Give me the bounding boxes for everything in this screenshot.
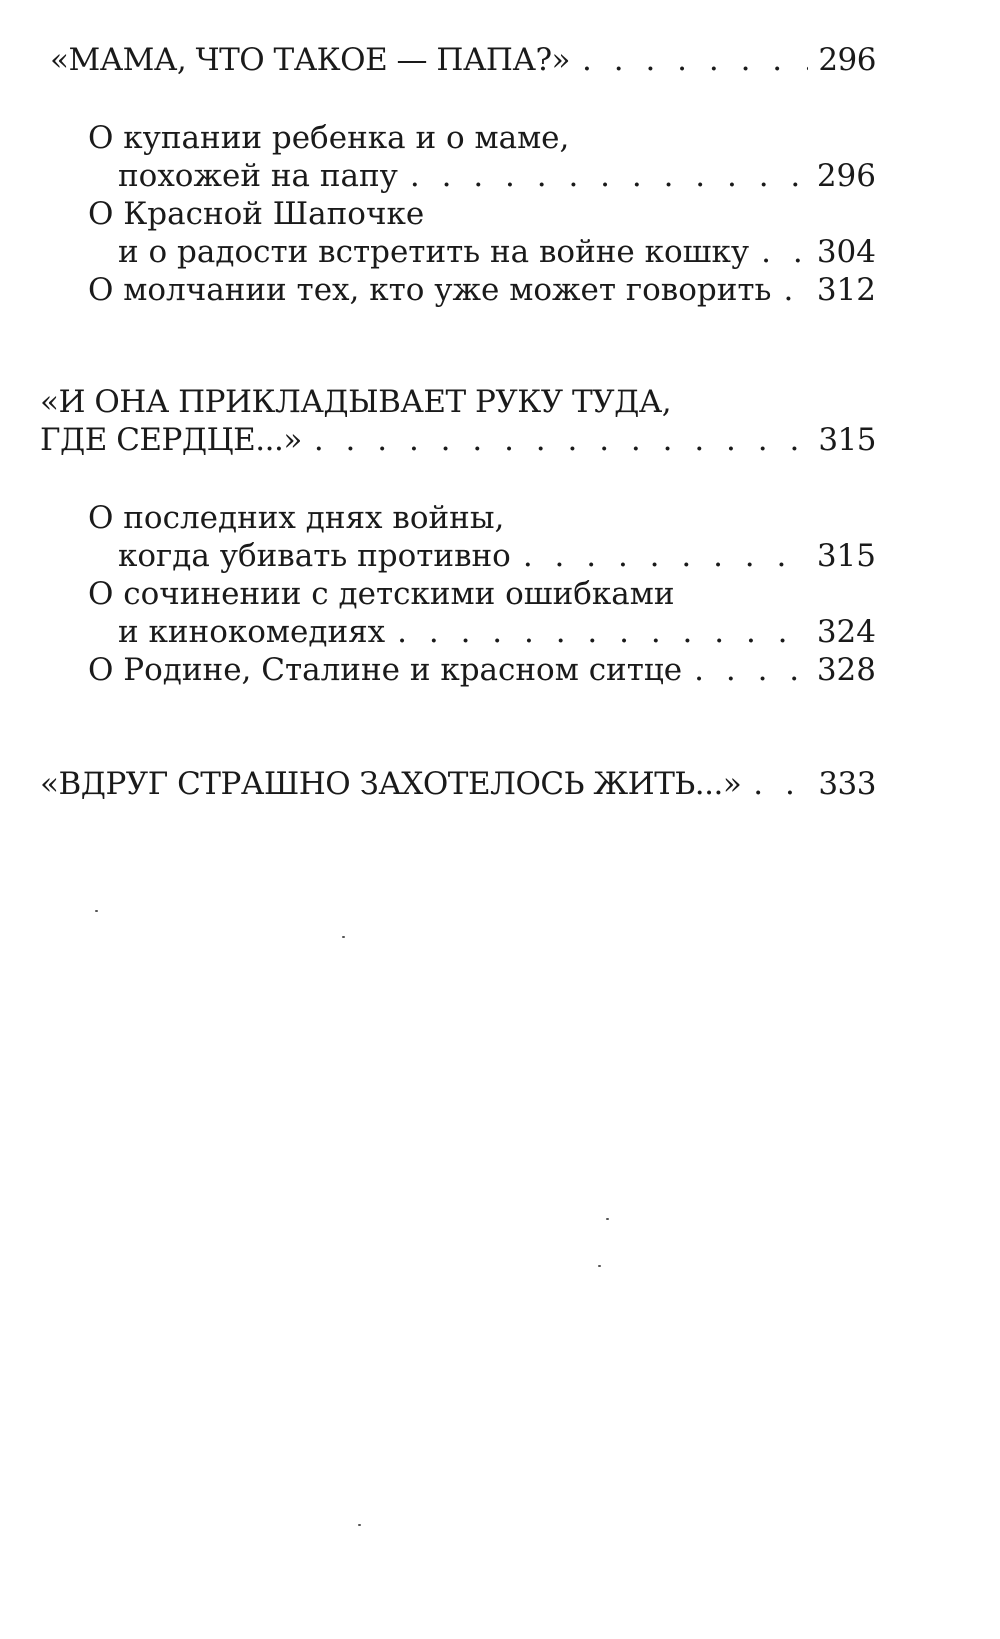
toc-page-number: 296: [816, 158, 876, 194]
toc-page-number: 315: [816, 538, 876, 574]
toc-entry: [88, 272, 876, 308]
toc-page-number: 312: [816, 272, 876, 308]
toc-entry-line2: и о радости встретить на войне кошку: [118, 234, 750, 270]
toc-section-line1: «И ОНА ПРИКЛАДЫВАЕТ РУКУ ТУДА,: [40, 384, 672, 420]
toc-entry: [118, 538, 876, 574]
toc-page-number: 315: [818, 422, 876, 458]
dot-leader: [582, 42, 808, 78]
toc-entry-line1: О сочинении с детскими ошибками: [88, 576, 675, 612]
scan-speck: [598, 1265, 601, 1267]
dot-leader: [753, 766, 808, 802]
scan-speck: [606, 1218, 609, 1220]
scan-speck: [358, 1524, 361, 1526]
toc-page-number: 296: [818, 42, 876, 78]
toc-entry-line2: когда убивать противно: [118, 538, 511, 574]
toc-page-number: 324: [816, 614, 876, 650]
toc-entry-line2: и кинокомедиях: [118, 614, 386, 650]
scan-speck: [342, 936, 345, 938]
toc-entry-section: [50, 42, 876, 78]
scan-speck: [95, 910, 98, 912]
toc-entry-title: О молчании тех, кто уже может говорить: [88, 272, 772, 308]
toc-page-number: 333: [818, 766, 876, 802]
toc-entry-line2: похожей на папу: [118, 158, 398, 194]
toc-entry-section: [40, 766, 876, 802]
dot-leader: [314, 422, 809, 458]
toc-entry-title: О Родине, Сталине и красном ситце: [88, 652, 683, 688]
toc-entry: [118, 158, 876, 194]
dot-leader: [523, 538, 807, 574]
toc-entry: [118, 614, 876, 650]
dot-leader: [410, 158, 807, 194]
toc-entry-line1: О Красной Шапочке: [88, 196, 425, 232]
toc-page-number: 304: [816, 234, 876, 270]
toc-entry: [118, 234, 876, 270]
toc-section-line2: ГДЕ СЕРДЦЕ...»: [40, 422, 302, 458]
toc-page-number: 328: [816, 652, 876, 688]
dot-leader: [761, 234, 807, 270]
toc-entry-line1: О последних днях войны,: [88, 500, 505, 536]
toc-entry-title: «МАМА, ЧТО ТАКОЕ — ПАПА?»: [50, 42, 571, 78]
toc-entry-title: «ВДРУГ СТРАШНО ЗАХОТЕЛОСЬ ЖИТЬ...»: [40, 766, 742, 802]
toc-entry: [88, 652, 876, 688]
dot-leader: [694, 652, 807, 688]
toc-entry-section: [40, 422, 876, 458]
dot-leader: [397, 614, 807, 650]
dot-leader: [783, 272, 806, 308]
toc-entry-line1: О купании ребенка и о маме,: [88, 120, 570, 156]
